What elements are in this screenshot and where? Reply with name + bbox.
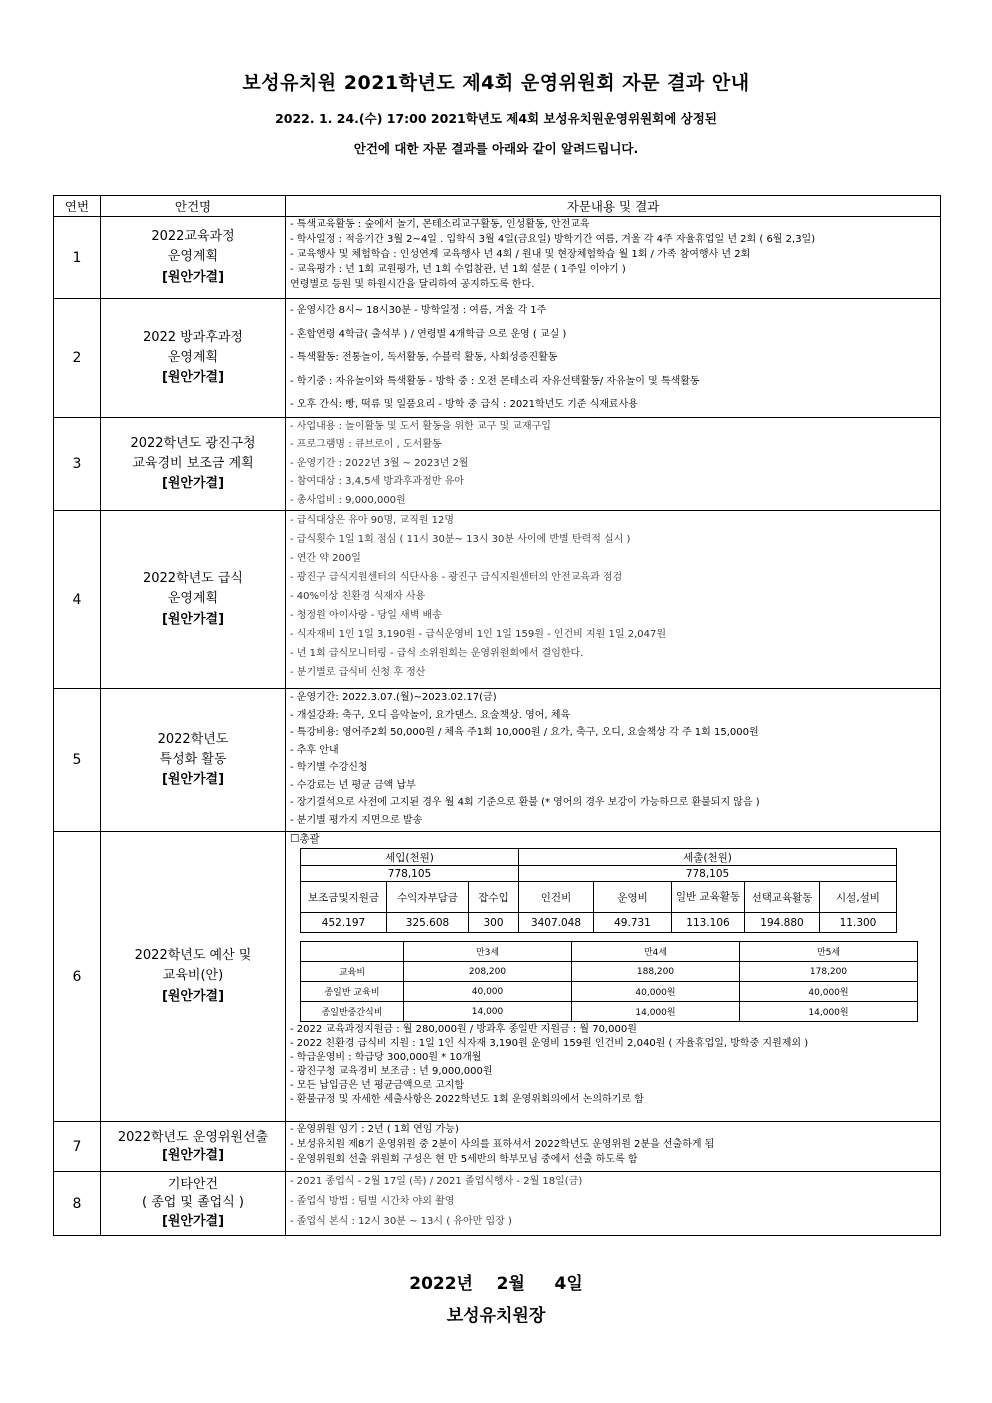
agenda-line: 운영계획 <box>167 349 219 365</box>
agenda-name <box>101 511 286 689</box>
content-line: - 혼합연령 4학급( 출석부 ) / 연령별 4개학급 으로 운영 ( 교실 ) <box>290 328 567 340</box>
row-number: 6 <box>54 832 101 1122</box>
content-cell <box>286 1122 941 1172</box>
content-line: - 학사일정 : 적응기간 3월 2~4일 . 입학식 3월 4일(금요일) 방학기간 여름, 겨울 각 4주 자율휴업일 년 2회 ( 6월 2,3일) <box>290 234 816 245</box>
content-line: - 급식대상은 유아 90명, 교직원 12명 <box>290 515 455 526</box>
content-cell <box>286 1172 941 1236</box>
row-number: 4 <box>54 511 101 689</box>
agenda-line: 2022 방과후과정 <box>142 329 243 345</box>
agenda-line: 2022학년도 예산 및 <box>134 948 252 964</box>
content-line: - 40%이상 친환경 식재자 사용 <box>290 591 426 602</box>
table-row <box>54 1122 941 1172</box>
content-line: - 분기별로 급식비 신청 후 정산 <box>290 667 426 678</box>
header-content: 자문내용 및 결과 <box>286 196 941 217</box>
tuition-table <box>300 941 918 1022</box>
fee-cell: 14,000원 <box>572 1002 740 1022</box>
subtitle-line-2: 안건에 대한 자문 결과를 아래와 같이 알려드립니다. <box>353 141 639 156</box>
expense-label: 세출(천원) <box>519 849 897 866</box>
content-line: - 수강료는 년 평균 금액 납부 <box>290 779 416 791</box>
content-line: - 특색교육활동 : 숲에서 놀기, 몬테소리교구활동, 인성활동, 안전교육 <box>290 219 590 230</box>
agenda-line: 2022학년도 운영위원선출 <box>117 1129 269 1145</box>
content-line: - 보성유치원 제8기 운영위원 중 2분이 사의를 표하셔서 2022학년도 운영위원 2분을 선출하게 됨 <box>290 1139 715 1150</box>
table-row <box>54 832 941 1122</box>
issue-date: 2022년 2월 4일 <box>409 1274 583 1294</box>
content-line: - 오후 간식: 빵, 떡류 및 일품요리 - 방학 중 급식 : 2021학년도 기준 식재료사용 <box>290 399 638 410</box>
content-cell <box>286 511 941 689</box>
fee-cell: 14,000원 <box>740 1002 918 1022</box>
content-cell <box>286 217 941 299</box>
result-badge: [원안가결] <box>161 475 225 491</box>
header-agenda: 안건명 <box>101 196 286 217</box>
agenda-line: 2022교육과정 <box>151 229 235 245</box>
fee-cell: 40,000원 <box>572 982 740 1002</box>
content-line: - 광진구 급식지원센터의 식단사용 - 광진구 급식지원센터의 안전교육과 점검 <box>290 572 623 583</box>
result-badge: [원안가결] <box>161 369 225 385</box>
content-line: - 장기결석으로 사전에 고지된 경우 월 4회 기준으로 환불 (* 영어의 경우 보강이 가능하므로 환불되지 않음 ) <box>290 797 760 808</box>
content-line: - 추후 안내 <box>290 744 339 756</box>
issuer-name: 보성유치원장 <box>446 1306 546 1326</box>
budget-value: 113.106 <box>672 913 745 933</box>
budget-value: 194.880 <box>745 913 820 933</box>
agenda-name <box>101 417 286 511</box>
budget-table <box>300 848 897 933</box>
budget-col-header: 인건비 <box>519 882 594 913</box>
fee-header <box>301 942 404 962</box>
agenda-line: 운영계획 <box>167 591 219 607</box>
budget-col-header: 수익자부담금 <box>387 882 469 913</box>
content-line: - 운영위원회 선출 위원회 구성은 현 만 5세반의 학부모님 중에서 선출 하도록 함 <box>290 1154 638 1165</box>
row-number: 8 <box>54 1172 101 1236</box>
agenda-line: 특성화 활동 <box>159 751 227 767</box>
content-cell <box>286 832 941 1122</box>
content-line: - 급식횟수 1일 1회 점심 ( 11시 30분~ 13시 30분 사이에 반별 탄력적 실시 ) <box>290 534 631 545</box>
fee-cell: 종일반 교육비 <box>301 982 404 1002</box>
agenda-line: 기타안건 <box>167 1177 219 1193</box>
content-line: - 식자재비 1인 1일 3,190원 - 급식운영비 1인 1일 159원 - 인건비 지원 1일 2,047원 <box>290 629 667 640</box>
content-line: 연령별로 등원 및 하원시간을 달리하여 공지하도록 한다. <box>290 279 535 290</box>
row-number: 3 <box>54 417 101 511</box>
content-line: - 분기별 평가지 지면으로 발송 <box>290 814 423 826</box>
agenda-line: 2022학년도 광진구청 <box>130 435 256 451</box>
fee-header: 만3세 <box>404 942 572 962</box>
agenda-line: 운영계획 <box>167 249 219 265</box>
table-row <box>54 217 941 299</box>
fee-cell: 종일반중간식비 <box>301 1002 404 1022</box>
content-cell <box>286 417 941 511</box>
table-row <box>54 299 941 418</box>
content-line: - 운영기간 : 2022년 3월 ~ 2023년 2월 <box>290 457 469 469</box>
content-line: - 2021 종업식 - 2월 17일 (목) / 2021 졸업식행사 - 2월 18일(금) <box>290 1176 583 1187</box>
content-line: - 학기별 수강신청 <box>290 762 368 773</box>
content-line: - 교육평가 : 년 1회 교원평가, 년 1회 수업참관, 년 1회 설문 ( 1주일 이야기 ) <box>290 264 626 275</box>
agenda-name <box>101 1122 286 1172</box>
income-total: 778,105 <box>301 866 519 882</box>
table-header-row <box>54 196 941 217</box>
row-number: 1 <box>54 217 101 299</box>
content-line: - 운영위원 임기 : 2년 ( 1회 연임 가능) <box>290 1124 459 1135</box>
fee-cell: 178,200 <box>740 962 918 982</box>
content-line: - 총사업비 : 9,000,000원 <box>290 494 406 506</box>
result-badge: [원안가결] <box>161 611 225 627</box>
budget-col-header: 보조금및지원금 <box>301 882 387 913</box>
expense-total: 778,105 <box>519 866 897 882</box>
content-line: - 운영시간 8시~ 18시30분 - 방학일정 : 여름, 겨울 각 1주 <box>290 305 547 316</box>
budget-col-header: 선택교육활동 <box>745 882 820 913</box>
advisory-results-table <box>53 195 941 1236</box>
row-number: 2 <box>54 299 101 418</box>
content-line: - 개설강좌: 축구, 오디 음악놀이, 요가댄스. 요술책상. 영어, 체육 <box>290 709 571 721</box>
budget-value: 49.731 <box>594 913 672 933</box>
content-line: - 학기중 : 자유놀이와 특색활동 - 방학 중 : 오전 몬테소리 자유선택활동/ 자유놀이 및 특색활동 <box>290 375 700 387</box>
content-cell <box>286 689 941 832</box>
budget-col-header: 운영비 <box>594 882 672 913</box>
content-line: - 사업내용 : 놀이활동 및 도서 활동을 위한 교구 및 교재구입 <box>290 420 551 432</box>
content-line: - 연간 약 200일 <box>290 553 361 564</box>
fee-cell: 208,200 <box>404 962 572 982</box>
table-row <box>54 417 941 511</box>
result-badge: [원안가결] <box>161 772 225 788</box>
content-line: - 환불규정 및 자세한 세출사항은 2022학년도 1회 운영위회의에서 논의하기로 함 <box>290 1094 644 1105</box>
content-line: - 프로그램명 : 큐브로이 , 도서활동 <box>290 439 442 450</box>
subtitle-line-1: 2022. 1. 24.(수) 17:00 2021학년도 제4회 보성유치원운영위원회에 상정된 <box>275 111 717 126</box>
agenda-name <box>101 832 286 1122</box>
content-line: - 모든 납입금은 년 평균금액으로 고지함 <box>290 1080 465 1091</box>
row-number: 5 <box>54 689 101 832</box>
content-line: - 교육행사 및 체험학습 : 인성연계 교육행사 년 4회 / 원내 및 현장체험학습 월 1회 / 가족 참여행사 년 2회 <box>290 249 751 260</box>
agenda-name <box>101 689 286 832</box>
budget-col-header: 일반 교육활동 <box>672 882 745 913</box>
budget-value: 325.608 <box>387 913 469 933</box>
agenda-name <box>101 299 286 418</box>
content-line: - 2022 친환경 급식비 지원 : 1일 1인 식자재 3,190원 운영비 159원 인건비 2,040원 ( 자율휴업일, 방학중 지원제외 ) <box>290 1038 809 1049</box>
content-line: - 청정원 아이사랑 - 당일 새벽 배송 <box>290 610 442 621</box>
content-line: - 운영기간: 2022.3.07.(월)~2023.02.17(금) <box>290 692 497 703</box>
result-badge: [원안가결] <box>161 1147 225 1163</box>
budget-value: 452.197 <box>301 913 387 933</box>
table-row <box>54 511 941 689</box>
budget-value: 11.300 <box>820 913 897 933</box>
agenda-line: 2022학년도 <box>157 731 229 747</box>
agenda-line: 교육경비 보조금 계획 <box>132 455 254 471</box>
fee-cell: 40,000 <box>404 982 572 1002</box>
fee-cell: 교육비 <box>301 962 404 982</box>
content-line: - 특강비용: 영어주2회 50,000원 / 체육 주1회 10,000원 / 요가, 축구, 오디, 요술책상 각 주 1회 15,000원 <box>290 727 759 738</box>
fee-header: 만5세 <box>740 942 918 962</box>
content-cell <box>286 299 941 418</box>
content-line: - 졸업식 방법 : 팀별 시간차 야외 촬영 <box>290 1196 455 1207</box>
row-number: 7 <box>54 1122 101 1172</box>
budget-value: 3407.048 <box>519 913 594 933</box>
content-line: - 2022 교육과정지원금 : 월 280,000원 / 방과후 종일반 지원금 : 월 70,000원 <box>290 1024 637 1035</box>
content-line: - 학급운영비 : 학급당 300,000원 * 10개월 <box>290 1052 482 1063</box>
agenda-line: 교육비(안) <box>162 968 224 984</box>
summary-label: ☐총괄 <box>290 833 320 845</box>
table-row <box>54 689 941 832</box>
agenda-name <box>101 217 286 299</box>
result-badge: [원안가결] <box>161 269 225 285</box>
budget-value: 300 <box>469 913 519 933</box>
header-no: 연번 <box>54 196 101 217</box>
income-label: 세입(천원) <box>301 849 519 866</box>
agenda-line: 2022학년도 급식 <box>142 571 243 587</box>
content-line: - 졸업식 본식 : 12시 30분 ~ 13시 ( 유아만 입장 ) <box>290 1216 512 1227</box>
result-badge: [원안가결] <box>161 988 225 1004</box>
content-line: - 참여대상 : 3,4,5세 방과후과정반 유아 <box>290 476 464 487</box>
content-line: - 특색활동: 전통놀이, 독서활동, 수블럭 활동, 사회성증진활동 <box>290 352 558 363</box>
fee-cell: 40,000원 <box>740 982 918 1002</box>
agenda-line: ( 종업 및 졸업식 ) <box>141 1195 245 1211</box>
content-line: - 년 1회 급식모니터링 - 급식 소위원회는 운영위원회에서 결임한다. <box>290 648 584 659</box>
budget-col-header: 잡수입 <box>469 882 519 913</box>
table-row <box>54 1172 941 1236</box>
result-badge: [원안가결] <box>161 1213 225 1229</box>
content-line: - 광진구청 교육경비 보조금 : 년 9,000,000원 <box>290 1066 493 1077</box>
fee-cell: 188,200 <box>572 962 740 982</box>
fee-header: 만4세 <box>572 942 740 962</box>
fee-cell: 14,000 <box>404 1002 572 1022</box>
budget-col-header: 시설,설비 <box>820 882 897 913</box>
agenda-name <box>101 1172 286 1236</box>
page-title: 보성유치원 2021학년도 제4회 운영위원회 자문 결과 안내 <box>242 72 750 94</box>
